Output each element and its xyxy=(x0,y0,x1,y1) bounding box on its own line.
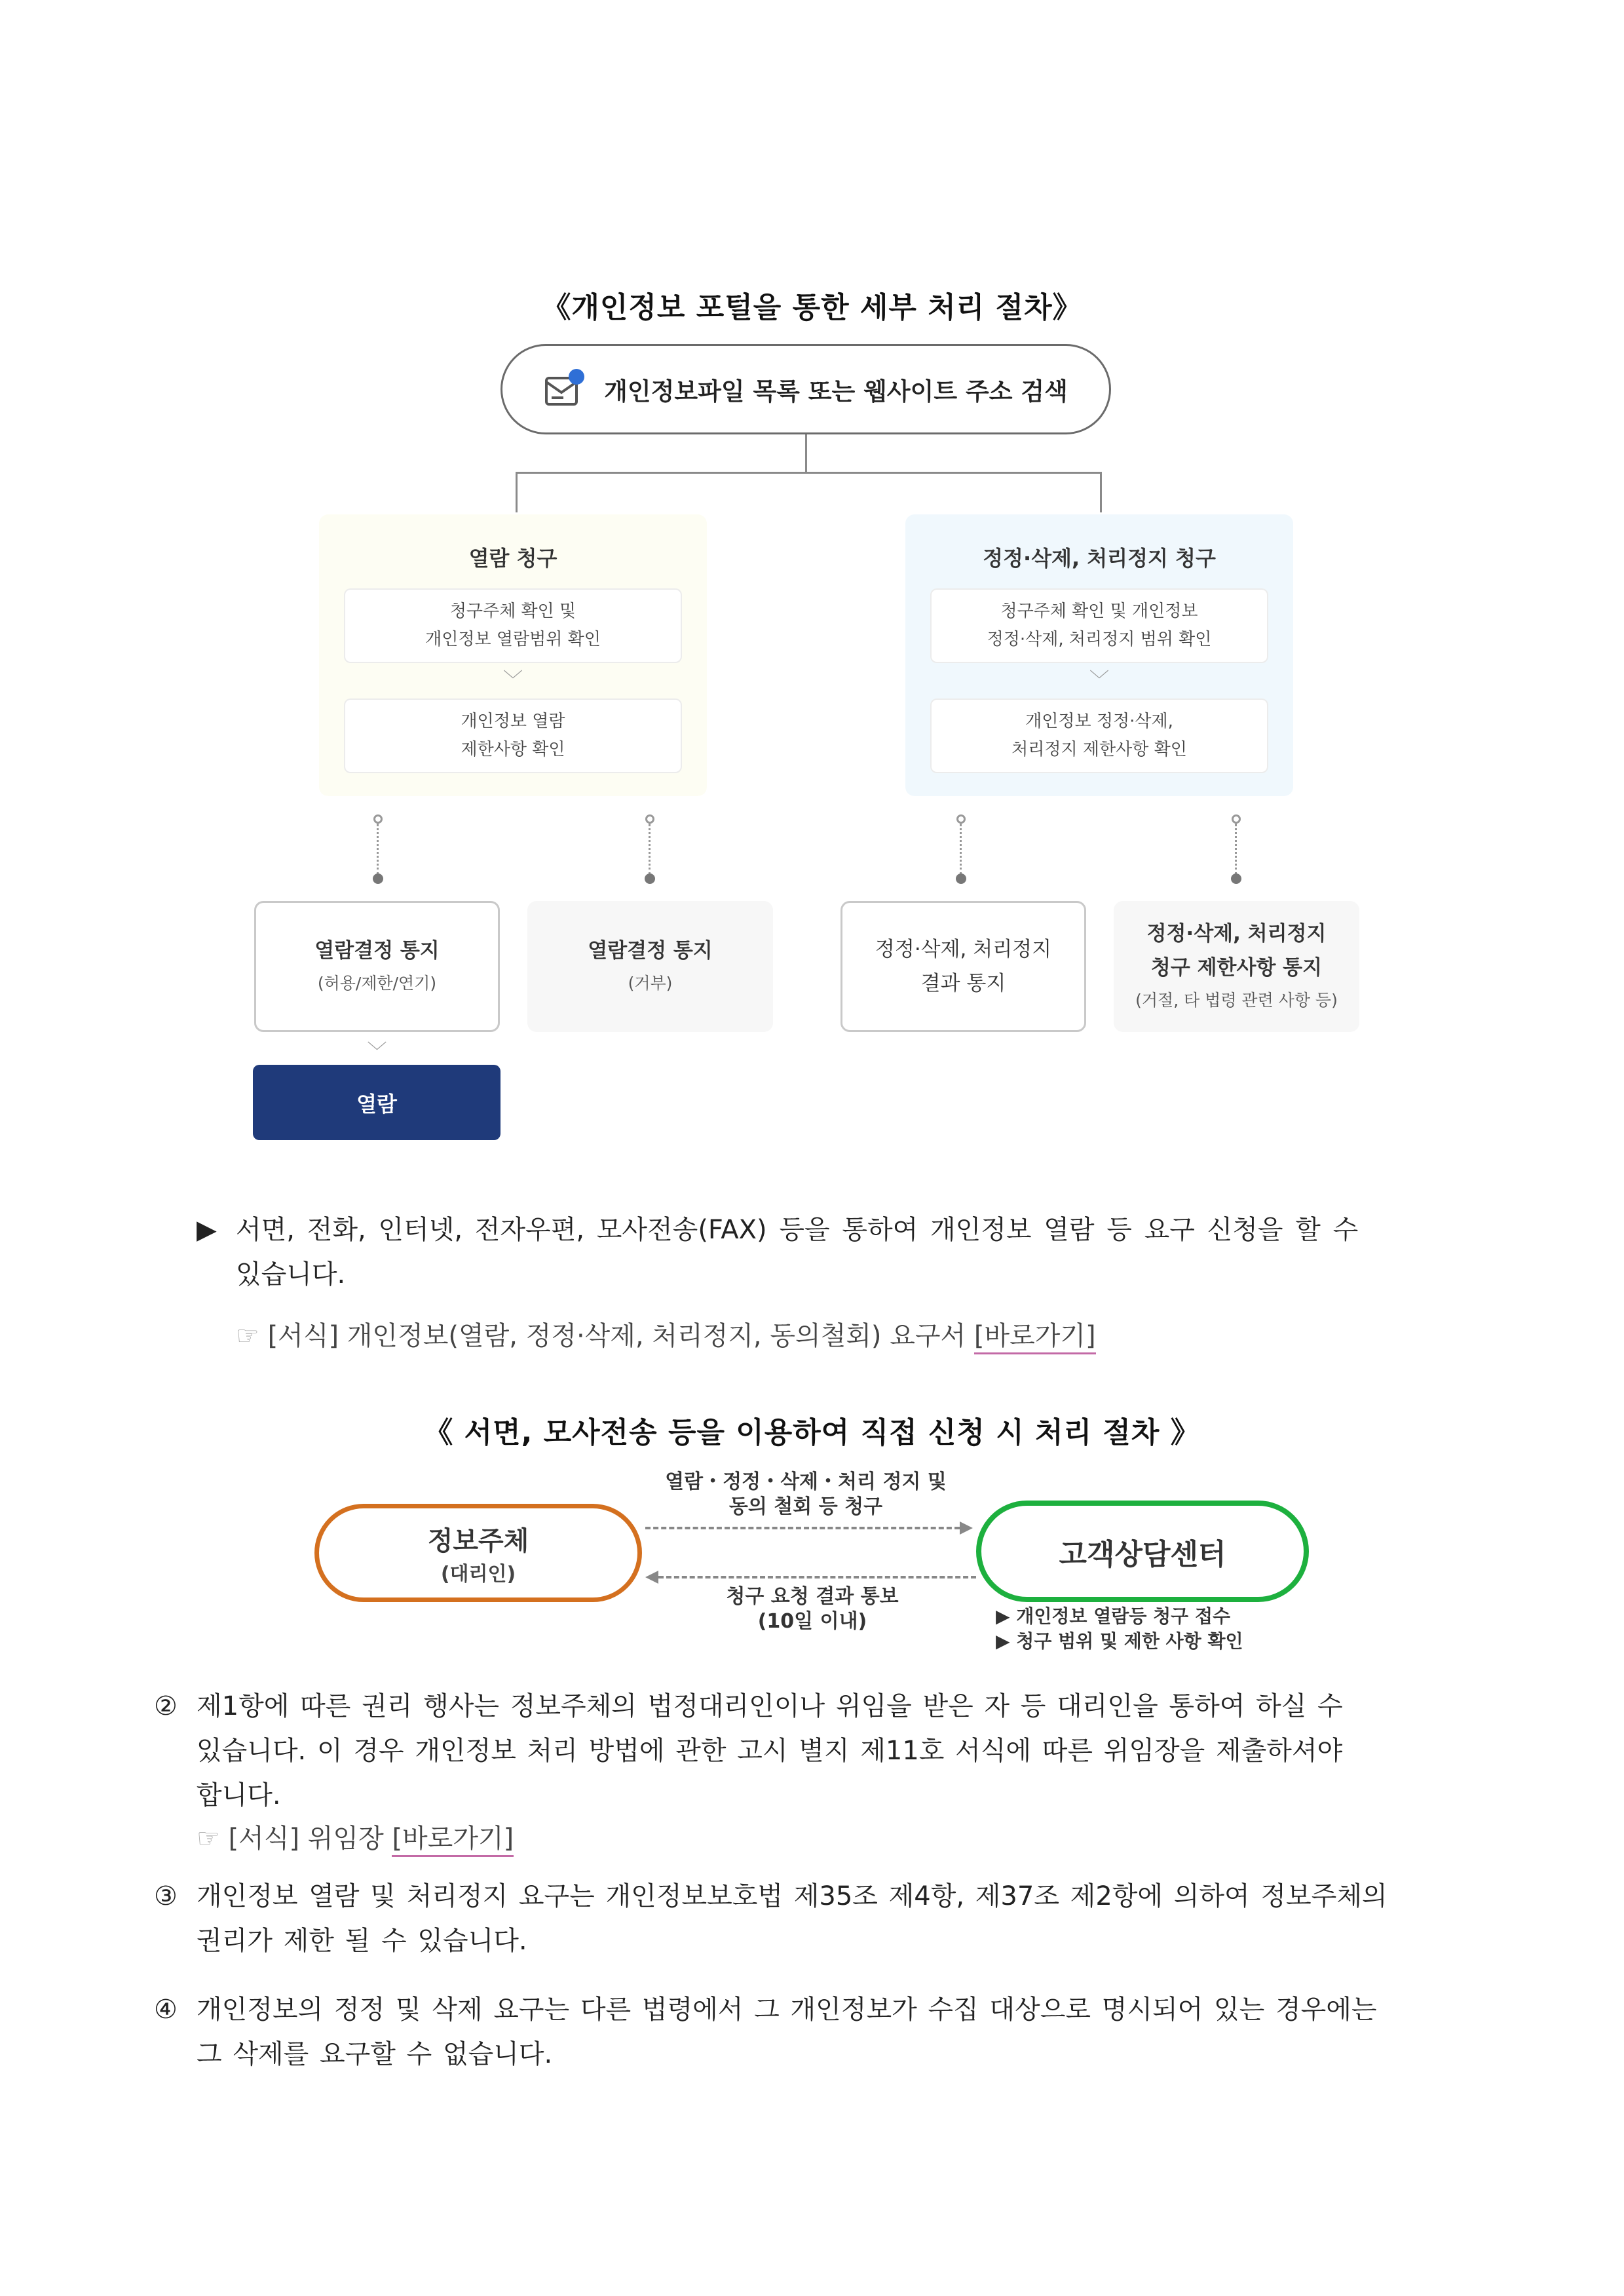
connector-node xyxy=(956,873,966,884)
result-title: 결과 통지 xyxy=(920,972,1006,995)
arrow-text: 열람・정정・삭제・처리 정지 및 xyxy=(665,1470,947,1493)
request-arrow-label xyxy=(629,1470,983,1520)
customer-center-node xyxy=(976,1501,1309,1602)
form-name: [서식] 개인정보(열람, 정정·삭제, 처리정지, 동의철회) 요구서 xyxy=(267,1321,966,1351)
bullet-text: 있습니다. xyxy=(236,1259,346,1290)
connector-node xyxy=(645,814,654,824)
item-line: 제1항에 따른 권리 행사는 정보주체의 법정대리인이나 위임을 받은 자 등 대리인을 통하여 하실 수 xyxy=(197,1691,1343,1721)
connector-node xyxy=(645,873,655,884)
item-line: 개인정보 열람 및 처리정지 요구는 개인정보보호법 제35조 제4항, 제37조 제2항에 의하여 정보주체의 xyxy=(197,1881,1388,1911)
form-name: [서식] 위임장 xyxy=(228,1824,384,1854)
dotted-connector xyxy=(649,824,651,875)
connector xyxy=(1100,472,1102,512)
result-box xyxy=(527,901,773,1032)
arrow-left-icon xyxy=(645,1571,658,1584)
shortcut-link[interactable]: [바로가기] xyxy=(974,1321,1096,1354)
connector-node xyxy=(1232,814,1241,824)
step-text: 청구주체 확인 및 개인정보 xyxy=(1000,602,1198,621)
search-step xyxy=(500,344,1111,434)
dotted-connector xyxy=(377,824,379,875)
form-reference xyxy=(236,1314,1096,1358)
data-subject-node xyxy=(314,1504,642,1602)
result-detail: (거절, 타 법령 관련 사항 등) xyxy=(1135,991,1338,1010)
item-text xyxy=(197,1987,1474,2076)
access-request-panel xyxy=(319,514,707,796)
response-arrow-label xyxy=(655,1584,970,1634)
step-text: 청구주체 확인 및 xyxy=(449,602,576,621)
pointing-hand-icon: ☞ xyxy=(236,1321,259,1351)
connector xyxy=(516,472,518,512)
item-text xyxy=(197,1874,1474,1963)
bullet-text: 서면, 전화, 인터넷, 전자우편, 모사전송(FAX) 등을 통하여 개인정보 열람 등 요구 신청을 할 수 xyxy=(236,1215,1359,1245)
step-text: 개인정보 열람범위 확인 xyxy=(425,630,601,649)
step-box xyxy=(932,700,1267,772)
dotted-connector xyxy=(1235,824,1237,875)
flow2-title: 《 서면, 모사전송 등을 이용하여 직접 신청 시 처리 절차 》 xyxy=(424,1416,1200,1449)
panel-title: 정정·삭제, 처리정지 청구 xyxy=(983,546,1216,571)
connector-node xyxy=(373,814,383,824)
correction-request-panel xyxy=(905,514,1293,796)
item-marker: ④ xyxy=(154,1995,178,2025)
bullet-marker: ▶ xyxy=(197,1215,217,1245)
result-title: 청구 제한사항 통지 xyxy=(1150,956,1323,980)
step-text: 제한사항 확인 xyxy=(461,740,565,759)
item-marker: ② xyxy=(154,1691,178,1721)
connector xyxy=(516,472,1102,474)
result-title: 열람결정 통지 xyxy=(588,939,713,963)
result-box xyxy=(1114,901,1359,1032)
arrow-right-icon xyxy=(960,1521,973,1535)
result-box xyxy=(254,901,500,1032)
step-text: 개인정보 정정·삭제, xyxy=(1025,712,1173,731)
connector-node xyxy=(956,814,966,824)
result-detail: (허용/제한/연기) xyxy=(317,974,437,993)
connector xyxy=(805,434,807,474)
item-line: 합니다. xyxy=(197,1780,281,1810)
step-text: 처리정지 제한사항 확인 xyxy=(1011,740,1187,759)
step-box xyxy=(932,590,1267,662)
view-button-label: 열람 xyxy=(356,1091,397,1117)
result-box xyxy=(840,901,1086,1032)
step-box xyxy=(345,590,681,662)
connector-node xyxy=(373,873,383,884)
step-text: 개인정보 열람 xyxy=(461,712,565,731)
arrow-text: (10일 이내) xyxy=(757,1610,867,1633)
chevron-down-icon: ﹀ xyxy=(503,669,523,692)
shortcut-link[interactable]: [바로가기] xyxy=(392,1824,514,1857)
result-title: 정정·삭제, 처리정지 xyxy=(875,938,1052,961)
chevron-down-icon: ﹀ xyxy=(367,1041,387,1063)
arrow-text: 동의 철회 등 청구 xyxy=(728,1495,883,1518)
result-detail: (거부) xyxy=(628,974,673,993)
response-arrow xyxy=(658,1576,976,1578)
dotted-connector xyxy=(960,824,962,875)
step-box xyxy=(345,700,681,772)
flow-title: 《개인정보 포털을 통한 세부 처리 절차》 xyxy=(542,291,1082,324)
center-notes xyxy=(996,1604,1243,1654)
document-search-icon xyxy=(544,368,587,411)
item-line: 개인정보의 정정 및 삭제 요구는 다른 법령에서 그 개인정보가 수집 대상으로 명시되어 있는 경우에는 xyxy=(197,1995,1377,2025)
form-reference xyxy=(197,1816,514,1861)
connector-node xyxy=(1231,873,1241,884)
arrow-text: 청구 요청 결과 통보 xyxy=(726,1585,899,1608)
item-line: 있습니다. 이 경우 개인정보 처리 방법에 관한 고시 별지 제11호 서식에 따른 위임장을 제출하셔야 xyxy=(197,1736,1343,1766)
item-text xyxy=(197,1684,1474,1818)
item-line: 그 삭제를 요구할 수 없습니다. xyxy=(197,2039,553,2069)
result-title: 열람결정 통지 xyxy=(314,939,440,963)
panel-title: 열람 청구 xyxy=(468,546,557,571)
result-title: 정정·삭제, 처리정지 xyxy=(1146,922,1327,946)
node-subtitle: (대리인) xyxy=(440,1562,516,1586)
chevron-down-icon: ﹀ xyxy=(1089,669,1109,692)
item-line: 권리가 제한 될 수 있습니다. xyxy=(197,1926,527,1956)
note-text: ▶ 청구 범위 및 제한 사항 확인 xyxy=(996,1630,1243,1652)
node-title: 고객상담센터 xyxy=(1059,1537,1226,1571)
request-arrow xyxy=(645,1527,960,1529)
search-step-label: 개인정보파일 목록 또는 웹사이트 주소 검색 xyxy=(604,377,1068,406)
view-button xyxy=(253,1065,500,1140)
node-title: 정보주체 xyxy=(427,1525,529,1556)
note-text: ▶ 개인정보 열람등 청구 접수 xyxy=(996,1605,1231,1627)
item-marker: ③ xyxy=(154,1881,178,1911)
step-text: 정정·삭제, 처리정지 범위 확인 xyxy=(987,630,1212,649)
pointing-hand-icon: ☞ xyxy=(197,1824,220,1854)
